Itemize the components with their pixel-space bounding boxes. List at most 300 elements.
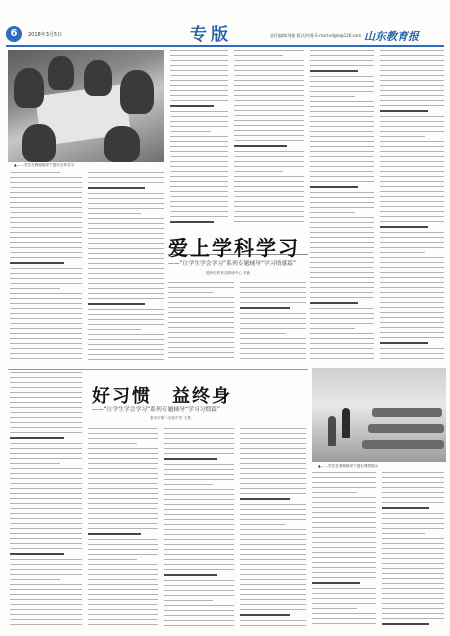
article2-headline: 好习惯 益终身 [92, 386, 232, 407]
text-line [10, 614, 82, 615]
text-line [312, 522, 376, 523]
text-line [88, 599, 158, 600]
text-line [310, 207, 374, 208]
text-line [382, 523, 444, 524]
text-line [88, 488, 158, 489]
text-line [310, 166, 374, 167]
text-line [310, 76, 374, 77]
text-line [10, 589, 82, 590]
text-line [240, 343, 306, 344]
text-line [234, 151, 304, 152]
text-line [170, 90, 228, 91]
text-line [88, 518, 158, 519]
text-line [380, 90, 444, 91]
text-line [10, 594, 82, 595]
text-line [88, 263, 164, 264]
text-line [380, 171, 444, 172]
text-line [164, 438, 234, 439]
text-line [88, 539, 158, 540]
text-line [310, 96, 355, 97]
text-line [240, 348, 306, 349]
text-line [88, 334, 164, 335]
text-column [312, 472, 376, 630]
text-line [170, 206, 228, 207]
text-line [170, 151, 228, 152]
text-line [164, 580, 234, 581]
text-line [240, 292, 306, 293]
text-line [380, 332, 444, 333]
text-line [168, 312, 234, 313]
text-line [88, 298, 164, 299]
text-line [10, 518, 82, 519]
text-line [382, 507, 429, 509]
text-line [382, 583, 444, 584]
text-line [382, 603, 444, 604]
page-number-badge: 6 [6, 26, 22, 42]
text-line [10, 293, 82, 294]
text-line [240, 554, 306, 555]
text-line [240, 338, 306, 339]
text-line [10, 493, 82, 494]
text-line [382, 553, 444, 554]
text-line [170, 80, 228, 81]
text-line [234, 80, 304, 81]
text-line [10, 533, 82, 534]
text-line [240, 509, 306, 510]
text-line [310, 242, 374, 243]
text-line [10, 353, 82, 354]
text-line [164, 474, 234, 475]
text-line [380, 312, 444, 313]
text-line [10, 303, 82, 304]
text-line [380, 232, 444, 233]
text-line [312, 557, 376, 558]
text-line [88, 544, 158, 545]
text-line [170, 141, 228, 142]
text-line [168, 317, 234, 318]
text-line [164, 464, 234, 465]
section-divider [8, 369, 308, 370]
text-line [164, 479, 234, 480]
classroom-photo-bottom [312, 368, 446, 462]
text-line [88, 193, 164, 194]
text-line [312, 487, 376, 488]
text-line [240, 282, 306, 283]
text-column [88, 428, 158, 630]
photo-caption-top: ▲……学生在教师指导下进行合作学习 [14, 163, 75, 167]
text-line [88, 309, 164, 310]
text-line [10, 488, 82, 489]
text-line [240, 438, 306, 439]
text-line [10, 448, 82, 449]
text-line [382, 618, 444, 619]
text-line [240, 519, 306, 520]
text-line [310, 313, 374, 314]
text-line [10, 358, 82, 359]
text-line [382, 598, 444, 599]
text-line [310, 202, 374, 203]
text-line [170, 95, 228, 96]
text-column [382, 472, 444, 630]
text-line [88, 329, 141, 330]
text-line [10, 548, 82, 549]
text-line [380, 75, 444, 76]
text-line [88, 443, 137, 444]
text-line [240, 625, 306, 626]
text-line [310, 111, 374, 112]
text-line [164, 443, 234, 444]
text-line [170, 60, 228, 61]
text-line [88, 564, 158, 565]
text-line [10, 553, 64, 555]
text-line [170, 216, 228, 217]
text-line [88, 609, 158, 610]
text-line [312, 582, 360, 584]
text-line [170, 136, 228, 137]
text-line [240, 534, 306, 535]
text-line [312, 482, 376, 483]
text-line [164, 514, 234, 515]
text-line [312, 588, 376, 589]
text-column [10, 372, 82, 630]
text-line [10, 528, 82, 529]
text-line [234, 191, 304, 192]
text-line [380, 55, 444, 56]
text-line [88, 203, 164, 204]
text-line [88, 493, 158, 494]
text-line [10, 569, 82, 570]
text-line [10, 387, 82, 388]
text-line [234, 135, 304, 136]
text-line [164, 509, 234, 510]
text-line [380, 226, 428, 228]
text-line [164, 610, 234, 611]
text-line [380, 317, 444, 318]
text-line [312, 618, 376, 619]
text-line [310, 237, 374, 238]
text-line [234, 130, 304, 131]
text-line [310, 333, 374, 334]
text-line [88, 213, 141, 214]
text-line [10, 232, 82, 233]
text-line [312, 537, 376, 538]
text-line [88, 438, 158, 439]
text-line [310, 146, 374, 147]
text-line [164, 559, 234, 560]
text-line [234, 120, 304, 121]
text-line [234, 211, 304, 212]
text-line [170, 55, 228, 56]
text-line [240, 473, 306, 474]
text-line [88, 604, 158, 605]
text-line [310, 156, 374, 157]
text-line [380, 337, 444, 338]
text-line [380, 358, 444, 359]
text-line [88, 208, 164, 209]
text-line [312, 472, 376, 473]
issue-date: 2018年3月5日 [28, 32, 63, 38]
text-line [310, 70, 358, 72]
text-line [382, 623, 429, 625]
text-line [380, 297, 444, 298]
text-line [170, 201, 228, 202]
text-line [10, 473, 82, 474]
text-line [310, 232, 374, 233]
text-line [168, 322, 234, 323]
text-line [234, 110, 304, 111]
text-line [88, 359, 164, 360]
text-line [164, 489, 234, 490]
text-line [310, 151, 374, 152]
page-header [6, 4, 444, 44]
text-line [382, 548, 444, 549]
text-line [88, 268, 164, 269]
text-line [168, 297, 234, 298]
text-line [234, 95, 304, 96]
text-line [88, 483, 158, 484]
text-line [312, 608, 357, 609]
text-line [380, 110, 428, 112]
text-line [170, 196, 228, 197]
text-line [234, 50, 304, 51]
text-line [382, 563, 444, 564]
text-line [240, 458, 306, 459]
text-line [170, 161, 228, 162]
text-line [234, 115, 304, 116]
text-line [234, 100, 304, 101]
text-line [240, 353, 306, 354]
text-line [380, 237, 444, 238]
text-line [382, 492, 444, 493]
text-line [10, 402, 82, 403]
text-line [10, 187, 82, 188]
text-line [168, 302, 234, 303]
text-line [10, 397, 82, 398]
text-line [312, 512, 376, 513]
text-line [170, 65, 228, 66]
text-line [10, 564, 82, 565]
text-line [88, 177, 164, 178]
text-line [310, 212, 355, 213]
text-line [164, 448, 234, 449]
text-line [234, 55, 283, 56]
text-line [240, 594, 306, 595]
text-line [240, 584, 306, 585]
text-line [310, 126, 374, 127]
text-line [164, 569, 234, 570]
text-line [312, 593, 376, 594]
text-line [380, 272, 444, 273]
text-line [310, 116, 374, 117]
text-line [10, 407, 82, 408]
text-line [310, 91, 374, 92]
text-line [168, 307, 234, 308]
text-line [88, 584, 158, 585]
text-line [88, 594, 158, 595]
text-line [240, 620, 306, 621]
text-line [310, 121, 374, 122]
text-line [88, 448, 158, 449]
text-line [240, 297, 306, 298]
text-line [164, 574, 217, 576]
text-line [164, 615, 234, 616]
text-line [88, 218, 164, 219]
text-line [310, 343, 374, 344]
text-line [380, 176, 444, 177]
text-line [164, 585, 234, 586]
text-line [382, 568, 444, 569]
text-line [88, 273, 164, 274]
text-line [310, 247, 374, 248]
article2-byline: 泰安市第二实验中学 王燕 [150, 416, 191, 420]
text-line [310, 287, 374, 288]
text-line [164, 504, 234, 505]
article1-subhead: ——“让学生学会学习”系列专题辅导“学习情感篇” [168, 261, 296, 267]
text-line [88, 513, 158, 514]
text-line [10, 538, 82, 539]
text-line [10, 338, 82, 339]
text-line [170, 221, 214, 223]
text-line [10, 257, 82, 258]
text-line [170, 100, 228, 101]
article1-byline: 德州市教育局教研中心 李新 [206, 271, 251, 275]
text-line [240, 589, 306, 590]
text-line [168, 287, 234, 288]
text-line [380, 247, 444, 248]
text-line [10, 417, 82, 418]
text-line [380, 282, 444, 283]
text-line [240, 333, 286, 334]
text-line [10, 624, 82, 625]
text-line [10, 237, 82, 238]
text-column [168, 282, 234, 364]
text-line [164, 600, 213, 601]
text-line [88, 172, 164, 173]
text-line [10, 468, 82, 469]
text-line [240, 483, 306, 484]
text-line [88, 339, 164, 340]
text-line [382, 497, 444, 498]
text-line [380, 211, 444, 212]
text-line [88, 243, 164, 244]
text-line [312, 542, 376, 543]
text-line [240, 443, 306, 444]
text-line [170, 146, 228, 147]
classroom-photo-top [8, 50, 164, 162]
text-line [240, 604, 306, 605]
text-line [10, 343, 82, 344]
text-line [240, 478, 306, 479]
text-line [310, 101, 374, 102]
text-line [10, 222, 82, 223]
text-line [10, 609, 82, 610]
text-line [312, 547, 376, 548]
text-line [88, 549, 158, 550]
text-line [310, 292, 374, 293]
text-line [88, 349, 164, 350]
text-line [310, 353, 374, 354]
text-line [380, 221, 444, 222]
text-line [170, 121, 228, 122]
text-line [310, 161, 374, 162]
text-line [88, 554, 158, 555]
text-line [10, 273, 82, 274]
text-line [312, 507, 376, 508]
text-line [88, 463, 158, 464]
text-line [382, 578, 444, 579]
text-line [380, 65, 444, 66]
text-line [310, 176, 374, 177]
text-line [310, 277, 374, 278]
text-line [170, 166, 228, 167]
text-line [312, 517, 376, 518]
text-line [240, 559, 306, 560]
text-line [10, 523, 82, 524]
text-line [382, 513, 444, 514]
text-line [170, 85, 228, 86]
text-line [10, 298, 82, 299]
text-line [10, 182, 82, 183]
text-line [240, 323, 306, 324]
text-line [380, 100, 444, 101]
text-line [310, 323, 374, 324]
text-line [310, 50, 374, 51]
text-line [380, 302, 444, 303]
text-line [10, 207, 82, 208]
text-line [88, 324, 164, 325]
text-line [170, 131, 211, 132]
text-line [10, 328, 82, 329]
text-line [382, 588, 444, 589]
text-line [88, 458, 158, 459]
text-line [310, 171, 374, 172]
text-line [164, 534, 234, 535]
text-line [164, 544, 234, 545]
text-line [10, 503, 82, 504]
text-line [10, 574, 82, 575]
text-line [88, 278, 164, 279]
text-line [10, 192, 82, 193]
text-line [164, 458, 217, 460]
text-line [234, 140, 304, 141]
text-line [164, 469, 234, 470]
text-line [240, 468, 306, 469]
text-column [88, 172, 164, 362]
text-line [170, 191, 228, 192]
text-line [234, 161, 304, 162]
text-line [380, 201, 444, 202]
text-column [10, 172, 82, 362]
text-line [164, 595, 234, 596]
text-line [10, 372, 82, 373]
text-line [164, 549, 234, 550]
text-line [240, 514, 306, 515]
text-line [310, 136, 374, 137]
text-line [10, 212, 82, 213]
text-line [380, 267, 444, 268]
text-line [240, 549, 306, 550]
text-line [10, 247, 82, 248]
text-line [10, 463, 60, 464]
text-line [234, 216, 304, 217]
text-line [10, 412, 82, 413]
text-line [88, 228, 164, 229]
article2-subhead: ——“让学生学会学习”系列专题辅导“学习习惯篇” [92, 407, 220, 413]
text-column [380, 50, 444, 362]
text-line [240, 302, 306, 303]
text-line [170, 156, 228, 157]
text-line [380, 166, 444, 167]
